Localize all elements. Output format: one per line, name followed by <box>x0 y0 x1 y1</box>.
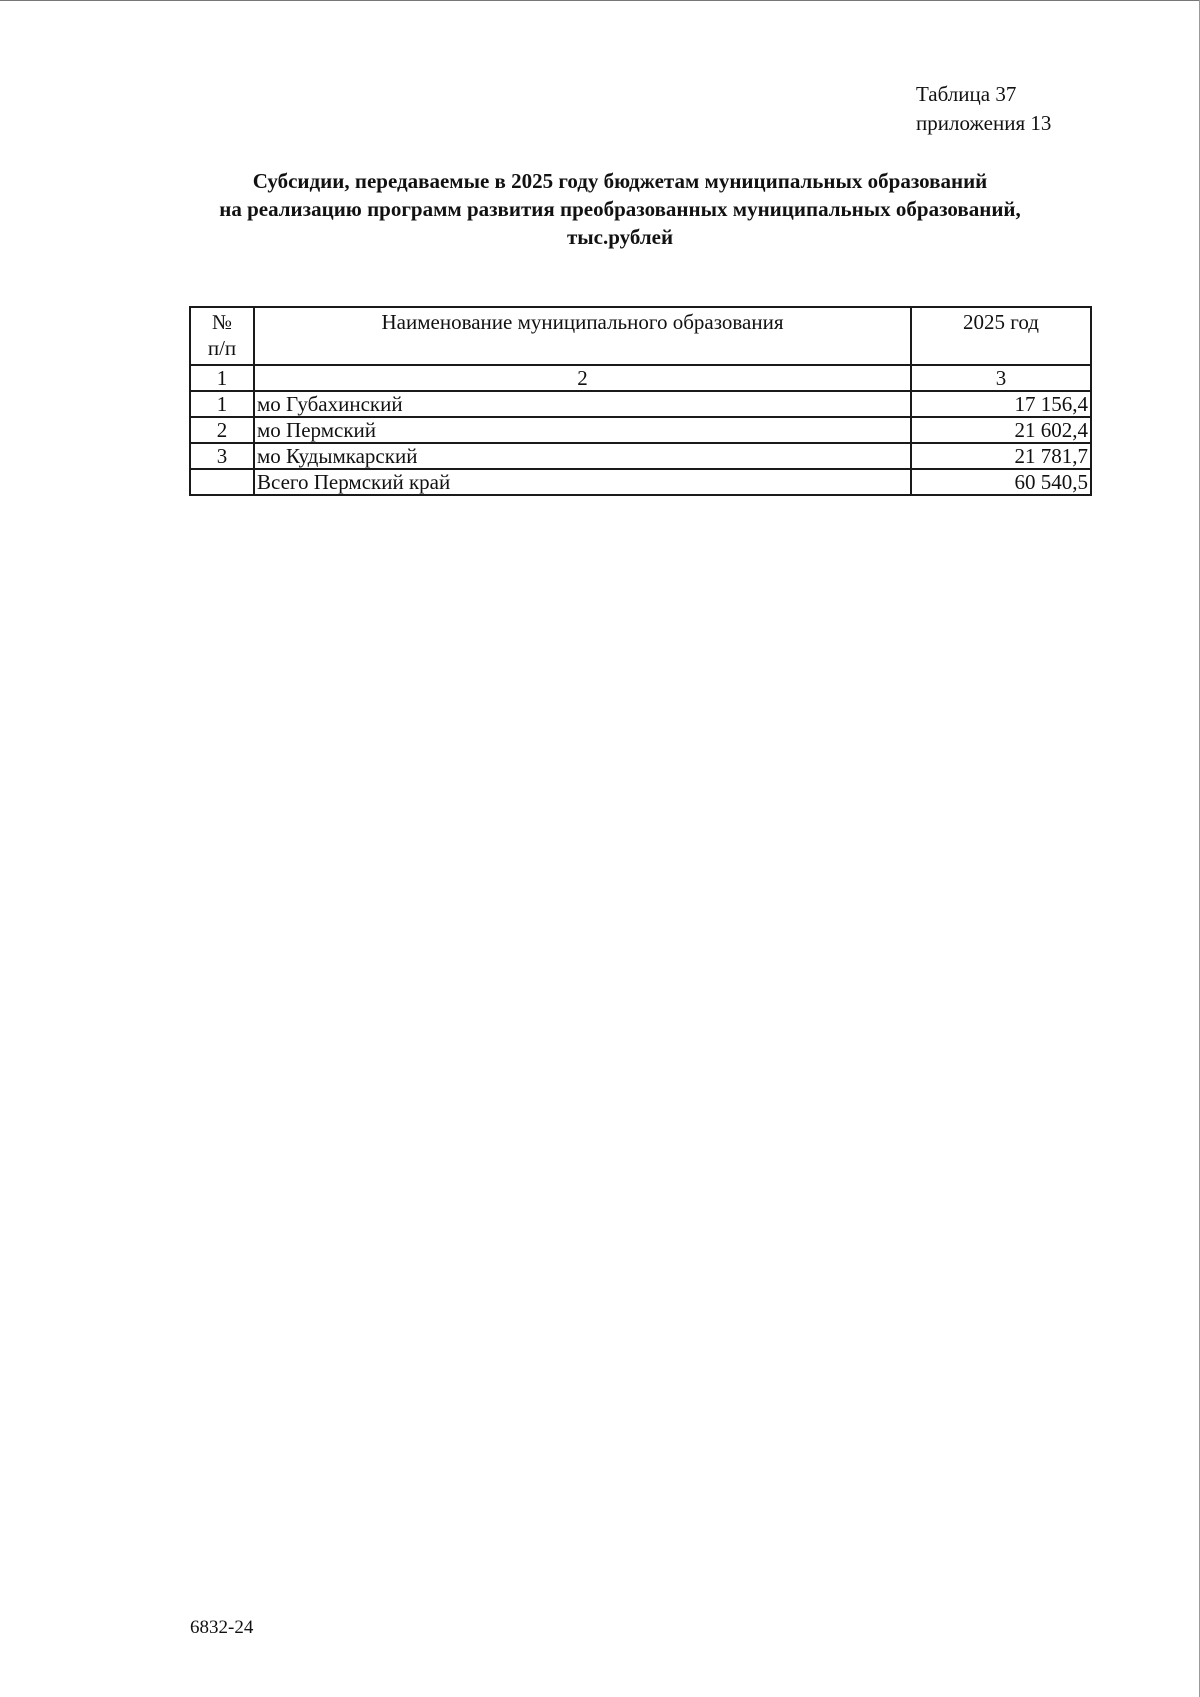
table-header-row <box>190 307 1091 365</box>
title-line-2: на реализацию программ развития преобразованных муниципальных образований, <box>219 197 1021 221</box>
total-value: 60 540,5 <box>911 469 1091 495</box>
column-number-row <box>190 365 1091 391</box>
subsidy-value: 21 781,7 <box>911 443 1091 469</box>
column-number: 1 <box>190 365 254 391</box>
row-number: 3 <box>190 443 254 469</box>
table-row <box>190 391 1091 417</box>
column-number: 2 <box>254 365 911 391</box>
document-code: 6832-24 <box>190 1617 254 1638</box>
header-number <box>190 307 254 365</box>
header-number-abbrev: п/п <box>207 336 237 360</box>
row-number: 2 <box>190 417 254 443</box>
page-edge-top <box>0 0 1200 1</box>
total-row <box>190 469 1091 495</box>
column-number: 3 <box>911 365 1091 391</box>
title-line-3: тыс.рублей <box>566 225 674 249</box>
row-number: 1 <box>190 391 254 417</box>
subsidy-value: 17 156,4 <box>911 391 1091 417</box>
table-reference <box>916 80 1051 138</box>
total-label: Всего Пермский край <box>254 469 911 495</box>
title-line-1: Субсидии, передаваемые в 2025 году бюджетам муниципальных образований <box>252 169 988 193</box>
document-title <box>180 167 1060 251</box>
appendix-label: приложения 13 <box>916 111 1052 135</box>
table-label: Таблица 37 <box>916 82 1017 106</box>
table-row <box>190 443 1091 469</box>
subsidy-table <box>189 306 1092 496</box>
header-year: 2025 год <box>911 307 1091 365</box>
table-row <box>190 417 1091 443</box>
header-number-sign: № <box>211 310 233 334</box>
municipality-name: мо Губахинский <box>254 391 911 417</box>
header-name: Наименование муниципального образования <box>254 307 911 365</box>
municipality-name: мо Пермский <box>254 417 911 443</box>
total-number <box>190 469 254 495</box>
municipality-name: мо Кудымкарский <box>254 443 911 469</box>
subsidy-value: 21 602,4 <box>911 417 1091 443</box>
